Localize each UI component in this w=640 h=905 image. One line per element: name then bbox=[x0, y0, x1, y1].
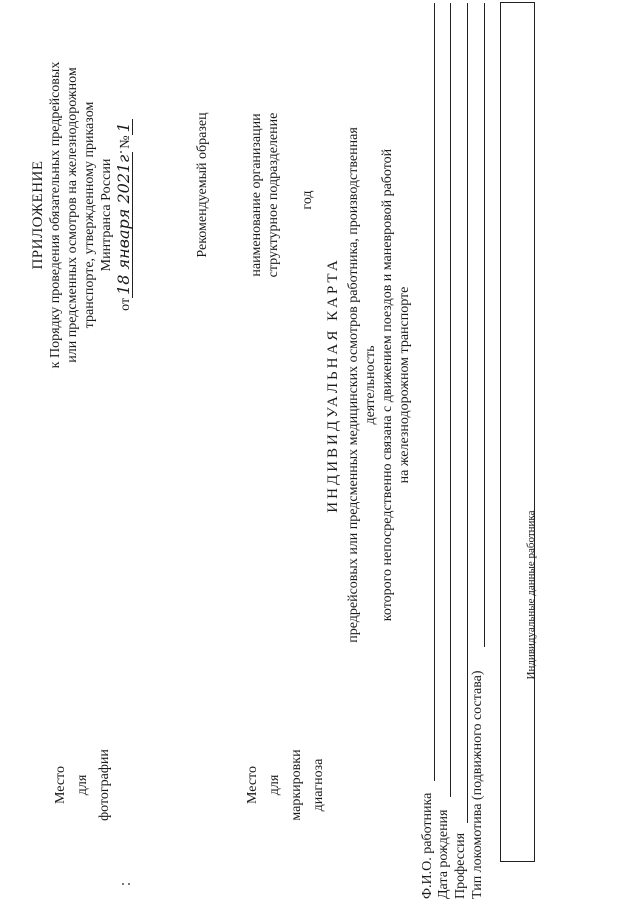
personal-data-label: Индивидуальные данные работника bbox=[525, 510, 537, 680]
appendix-line: транспорте, утвержденному приказом bbox=[82, 101, 97, 329]
card-subtitle-line: которого непосредственно связана с движением поездов и маневровой работой bbox=[380, 148, 395, 622]
locomotive-type-line[interactable] bbox=[484, 3, 485, 647]
year-label: год bbox=[300, 190, 315, 210]
marker-placeholder-line: маркировки bbox=[289, 749, 304, 821]
profession-line[interactable] bbox=[467, 3, 468, 823]
card-title: ИНДИВИДУАЛЬНАЯ КАРТА bbox=[325, 257, 341, 513]
birth-date-line[interactable] bbox=[450, 3, 451, 797]
diagnosis-marker-placeholder bbox=[242, 705, 330, 865]
photo-placeholder-line: для bbox=[75, 774, 90, 796]
photo-placeholder-line: Место bbox=[53, 766, 68, 804]
scan-speck bbox=[122, 883, 124, 885]
division-label: структурное подразделение bbox=[266, 112, 281, 278]
profession-field[interactable] bbox=[453, 0, 469, 899]
appendix-block bbox=[30, 15, 134, 415]
birth-date-field[interactable] bbox=[436, 0, 452, 899]
card-subtitle-line: на железнодорожном транспорте bbox=[397, 286, 412, 484]
order-prefix: от bbox=[118, 297, 133, 311]
marker-placeholder-line: Место bbox=[245, 766, 260, 804]
appendix-line: или предсменных осмотров на железнодорожном bbox=[65, 67, 80, 363]
scan-speck bbox=[128, 883, 130, 885]
photo-placeholder bbox=[50, 705, 116, 865]
marker-placeholder-line: диагноза bbox=[311, 758, 326, 812]
appendix-line: к Порядку проведения обязательных предрейсовых bbox=[48, 61, 63, 369]
card-title-block bbox=[325, 95, 413, 675]
profession-label: Профессия bbox=[453, 832, 468, 899]
organization-name-label: наименование организации bbox=[249, 113, 264, 277]
appendix-line: Минтранса России bbox=[99, 158, 114, 272]
fio-field[interactable] bbox=[420, 0, 436, 899]
birth-date-label: Дата рождения bbox=[436, 809, 451, 899]
photo-placeholder-line: фотографии bbox=[97, 749, 112, 821]
card-subtitle-line: предрейсовых или предсменных медицинских осмотров работника, производственная деятельность bbox=[346, 127, 378, 643]
organization-block bbox=[248, 65, 282, 325]
marker-placeholder-line: для bbox=[267, 774, 282, 796]
scan-speck bbox=[120, 151, 122, 153]
locomotive-type-field[interactable] bbox=[470, 0, 486, 899]
order-number-handwritten: 1 bbox=[115, 119, 133, 135]
fio-line[interactable] bbox=[434, 3, 435, 781]
order-number-prefix: № bbox=[118, 135, 133, 149]
order-date-handwritten: 18 января 2021г bbox=[115, 152, 133, 298]
locomotive-type-label: Тип локомотива (подвижного состава) bbox=[470, 670, 485, 899]
appendix-title: ПРИЛОЖЕНИЕ bbox=[30, 160, 46, 270]
fio-label: Ф.И.О. работника bbox=[420, 792, 435, 899]
recommended-sample-label: Рекомендуемый образец bbox=[195, 112, 210, 258]
order-reference bbox=[115, 15, 134, 415]
